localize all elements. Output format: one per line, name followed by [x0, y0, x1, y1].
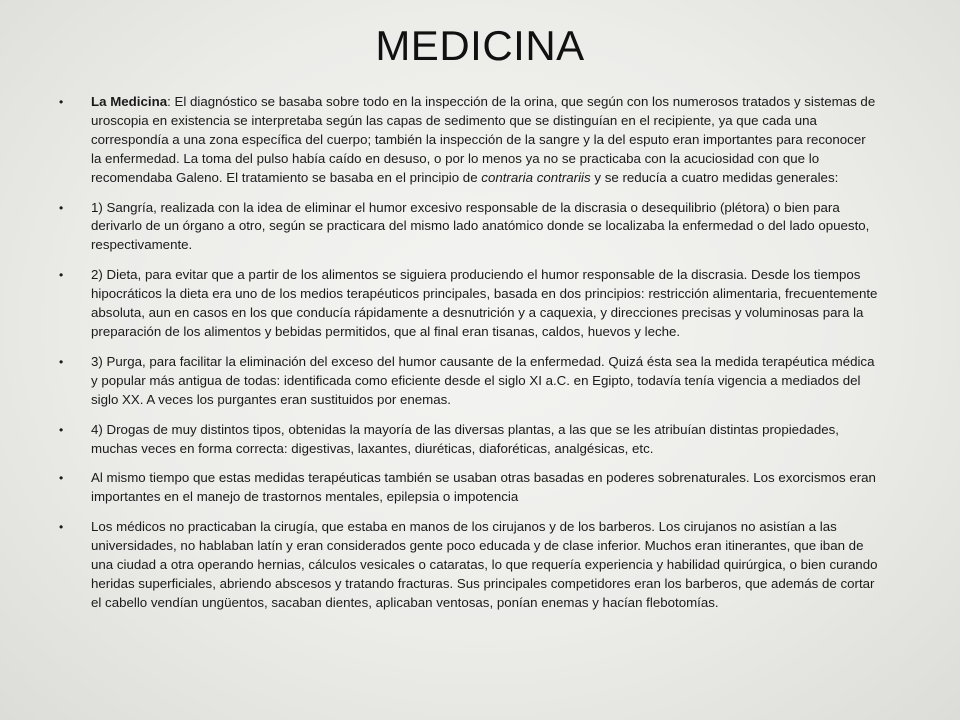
bullet-marker: • — [59, 200, 64, 215]
bullet-text: 2) Dieta, para evitar que a partir de los alimentos se siguiera produciendo el humor responsable de la discrasia. Desde los tiempos hipocráticos la dieta era uno de los medios terapéuticos principales, basada en dos principios: restricción alimentaria, frecuentemente absoluta, aun en casos en los que conducía rápidamente a desnutrición y a caquexia, y direcciones precisas y voluminosas para la preparación de los alimentos y bebidas permitidos, que al final eran tisanas, caldos, huevos y leche. — [91, 267, 878, 339]
bullet-text: 4) Drogas de muy distintos tipos, obtenidas la mayoría de las diversas plantas, a las que se les atribuían distintas propiedades, muchas veces en forma correcta: digestivas, laxantes, diuréticas, diaforéticas, analgésicas, etc. — [91, 421, 839, 456]
bullet-list — [58, 93, 878, 624]
slide-title: MEDICINA — [375, 22, 585, 69]
bullet-item-intro — [58, 93, 878, 188]
bullet-item-dieta — [58, 266, 878, 342]
bullet-text: Los médicos no practicaban la cirugía, que estaba en manos de los cirujanos y de los barberos. Los cirujanos no asistían a las universidades, no hablaban latín y eran considerados gente poco educada y de clase inferior. Muchos eran itinerantes, que iban de una ciudad a otra operando hernias, cálculos vesicales o cataratas, lo que requería experiencia y habilidad quirúrgica, o bien curando heridas superficiales, abriendo abscesos y tratando fracturas. Sus principales competidores eran los barberos, que además de cortar el cabello vendían ungüentos, sacaban dientes, aplicaban ventosas, ponían enemas y hacían flebotomías. — [91, 519, 878, 610]
bullet-text: Al mismo tiempo que estas medidas terapéuticas también se usaban otras basadas en poderes sobrenaturales. Los exorcismos eran importantes en el manejo de trastornos mentales, epilepsia o impotencia — [91, 470, 876, 505]
bullet-marker: • — [59, 520, 64, 535]
bullet-marker: • — [59, 268, 64, 283]
latin-phrase: contraria contrariis — [481, 169, 591, 185]
bullet-text: 1) Sangría, realizada con la idea de eliminar el humor excesivo responsable de la discrasia o desequilibrio (plétora) o bien para derivarlo de un órgano a otro, según se practicara del mismo lado anatómico donde se localizaba la enfermedad o del lado opuesto, respectivamente. — [91, 199, 870, 253]
bullet-item-exorcismos — [58, 469, 878, 507]
bullet-marker: • — [59, 95, 64, 109]
bullet-item-sangria — [58, 199, 878, 256]
bullet-marker: • — [59, 471, 64, 486]
intro-text: : El diagnóstico se basaba sobre todo en la inspección de la orina, que según con los numerosos tratados y sistemas de uroscopia en existencia se interpretaba según las capas de sedimento que se distinguían en el recipiente, ya que cada una correspondía a una zona específica del cuerpo; también la inspección de la sangre y la del esputo eran importantes para reconocer la enfermedad. La toma del pulso había caído en desuso, o por lo menos ya no se practicaba con la acuciosidad con que lo recomendaba Galeno. El tratamiento se basaba en el principio de — [91, 94, 876, 185]
intro-text-end: y se reducía a cuatro medidas generales: — [590, 169, 839, 185]
lead-term: La Medicina — [91, 94, 168, 109]
bullet-item-drogas — [58, 421, 878, 459]
bullet-item-purga — [58, 353, 878, 410]
bullet-text: 3) Purga, para facilitar la eliminación del exceso del humor causante de la enfermedad. Quizá ésta sea la medida terapéutica médica y popular más antigua de todas: identificada como eficiente desde el siglo XI a.C. en Egipto, todavía tenía vigencia a mediados del siglo XX. A veces los purgantes eran sustituidos por enemas. — [91, 353, 875, 407]
bullet-marker: • — [59, 422, 64, 437]
bullet-marker: • — [59, 354, 64, 369]
bullet-item-cirugia — [58, 518, 878, 613]
